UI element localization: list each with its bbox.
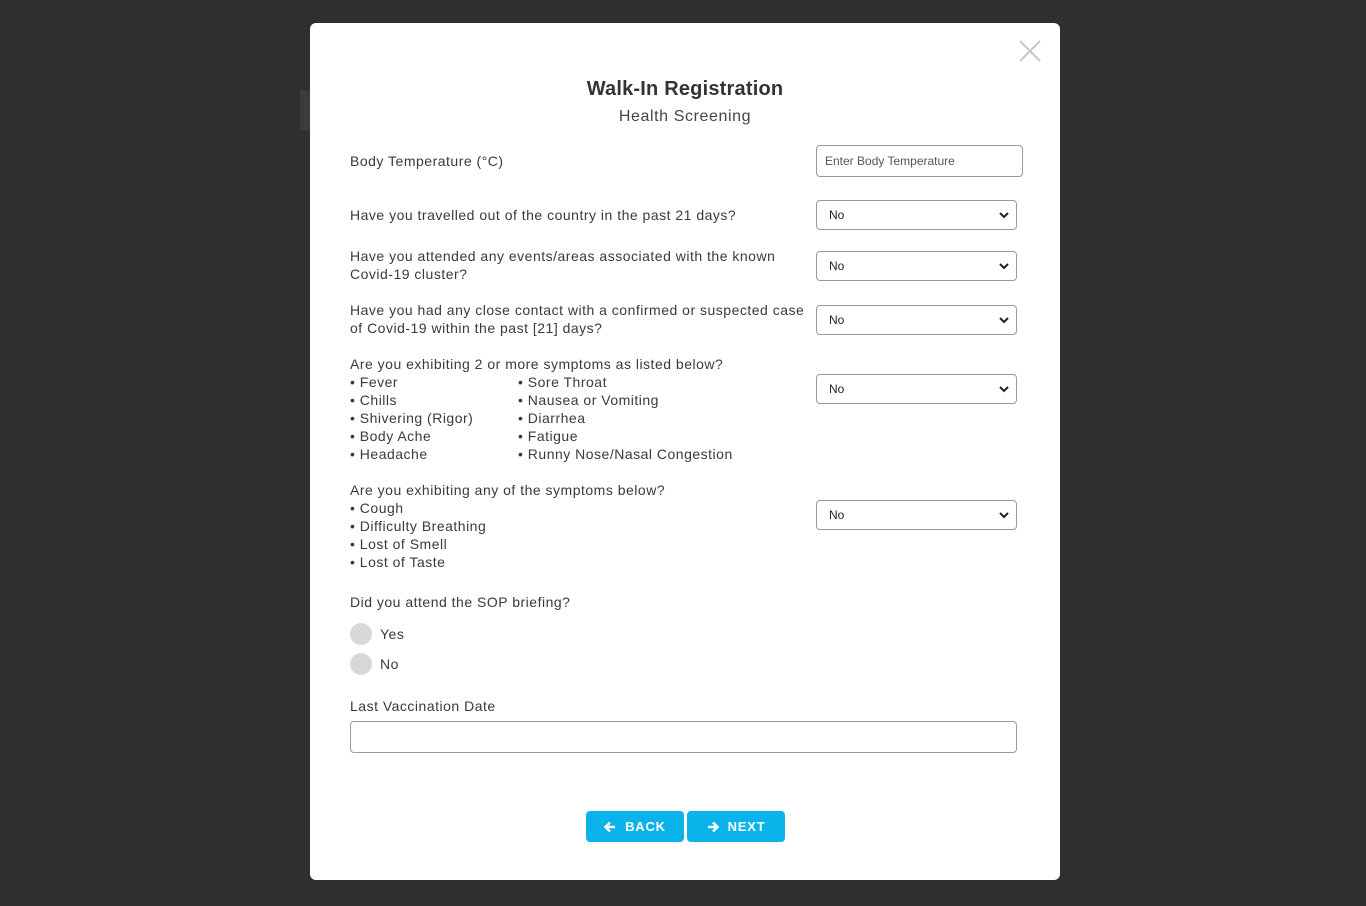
- travelled-row: [350, 200, 1017, 232]
- symptom-list-item: • Lost of Smell: [350, 536, 448, 552]
- back-button[interactable]: [586, 811, 684, 842]
- body-temperature-input[interactable]: [816, 145, 1023, 177]
- chevron-down-icon: [998, 260, 1010, 272]
- travelled-select-value: No: [829, 208, 845, 222]
- symptom-list-item: • Runny Nose/Nasal Congestion: [518, 446, 733, 462]
- symptom-list-item: • Chills: [350, 392, 398, 408]
- body-temperature-row: [350, 145, 1017, 179]
- symptoms-any-row: [350, 481, 1017, 573]
- sop-radio-yes[interactable]: [350, 623, 404, 645]
- close-button[interactable]: [1018, 39, 1042, 63]
- symptom-list-item: • Lost of Taste: [350, 554, 446, 570]
- symptom-list-item: • Fatigue: [518, 428, 578, 444]
- symptoms-any-question: Are you exhibiting any of the symptoms below?: [350, 482, 666, 498]
- symptoms-any-list: [350, 499, 815, 571]
- chevron-down-icon: [998, 209, 1010, 221]
- walk-in-registration-modal: [310, 23, 1060, 880]
- modal-title: Walk-In Registration: [586, 78, 784, 100]
- symptoms-two-list: [350, 373, 815, 463]
- close-contact-select-value: No: [829, 313, 845, 327]
- back-button-label: BACK: [625, 819, 666, 834]
- symptom-list-item: • Fever: [350, 374, 399, 390]
- symptom-list-item: • Nausea or Vomiting: [518, 392, 659, 408]
- vaccination-date-input[interactable]: [350, 721, 1017, 753]
- events-select[interactable]: [816, 251, 1017, 281]
- symptoms-any-select-value: No: [829, 508, 845, 522]
- next-button-label: NEXT: [727, 819, 766, 834]
- symptom-list-item: • Body Ache: [350, 428, 432, 444]
- sop-radio-no-label: No: [380, 656, 399, 672]
- vaccination-date-label: Last Vaccination Date: [350, 698, 496, 714]
- symptom-list-item: • Shivering (Rigor): [350, 410, 474, 426]
- symptoms-two-select[interactable]: [816, 374, 1017, 404]
- sop-radio-no[interactable]: [350, 653, 399, 675]
- close-contact-question: Have you had any close contact with a confirmed or suspected case of Covid-19 within the past [21] days?: [350, 302, 805, 336]
- symptom-list-item: • Difficulty Breathing: [350, 518, 487, 534]
- events-question: Have you attended any events/areas associated with the known Covid-19 cluster?: [350, 248, 776, 282]
- travelled-select[interactable]: [816, 200, 1017, 230]
- radio-circle[interactable]: [350, 653, 372, 675]
- symptom-list-item: • Cough: [350, 500, 404, 516]
- modal-subtitle: Health Screening: [618, 108, 752, 125]
- symptoms-two-question: Are you exhibiting 2 or more symptoms as listed below?: [350, 356, 724, 372]
- arrow-right-icon: [707, 821, 719, 833]
- close-contact-row: [350, 301, 1017, 341]
- sop-question: Did you attend the SOP briefing?: [350, 594, 571, 610]
- chevron-down-icon: [998, 509, 1010, 521]
- symptoms-two-select-value: No: [829, 382, 845, 396]
- close-icon: [1018, 39, 1042, 63]
- chevron-down-icon: [998, 314, 1010, 326]
- chevron-down-icon: [998, 383, 1010, 395]
- symptoms-any-select[interactable]: [816, 500, 1017, 530]
- body-temperature-label: Body Temperature (°C): [350, 153, 504, 169]
- travelled-question: Have you travelled out of the country in the past 21 days?: [350, 207, 737, 223]
- symptom-list-item: • Headache: [350, 446, 428, 462]
- events-select-value: No: [829, 259, 845, 273]
- close-contact-select[interactable]: [816, 305, 1017, 335]
- arrow-left-icon: [604, 821, 616, 833]
- radio-circle[interactable]: [350, 623, 372, 645]
- symptom-list-item: • Sore Throat: [518, 374, 607, 390]
- next-button[interactable]: [687, 811, 785, 842]
- symptom-list-item: • Diarrhea: [518, 410, 586, 426]
- symptoms-two-row: [350, 355, 1017, 465]
- sop-radio-yes-label: Yes: [380, 626, 405, 642]
- events-row: [350, 247, 1017, 287]
